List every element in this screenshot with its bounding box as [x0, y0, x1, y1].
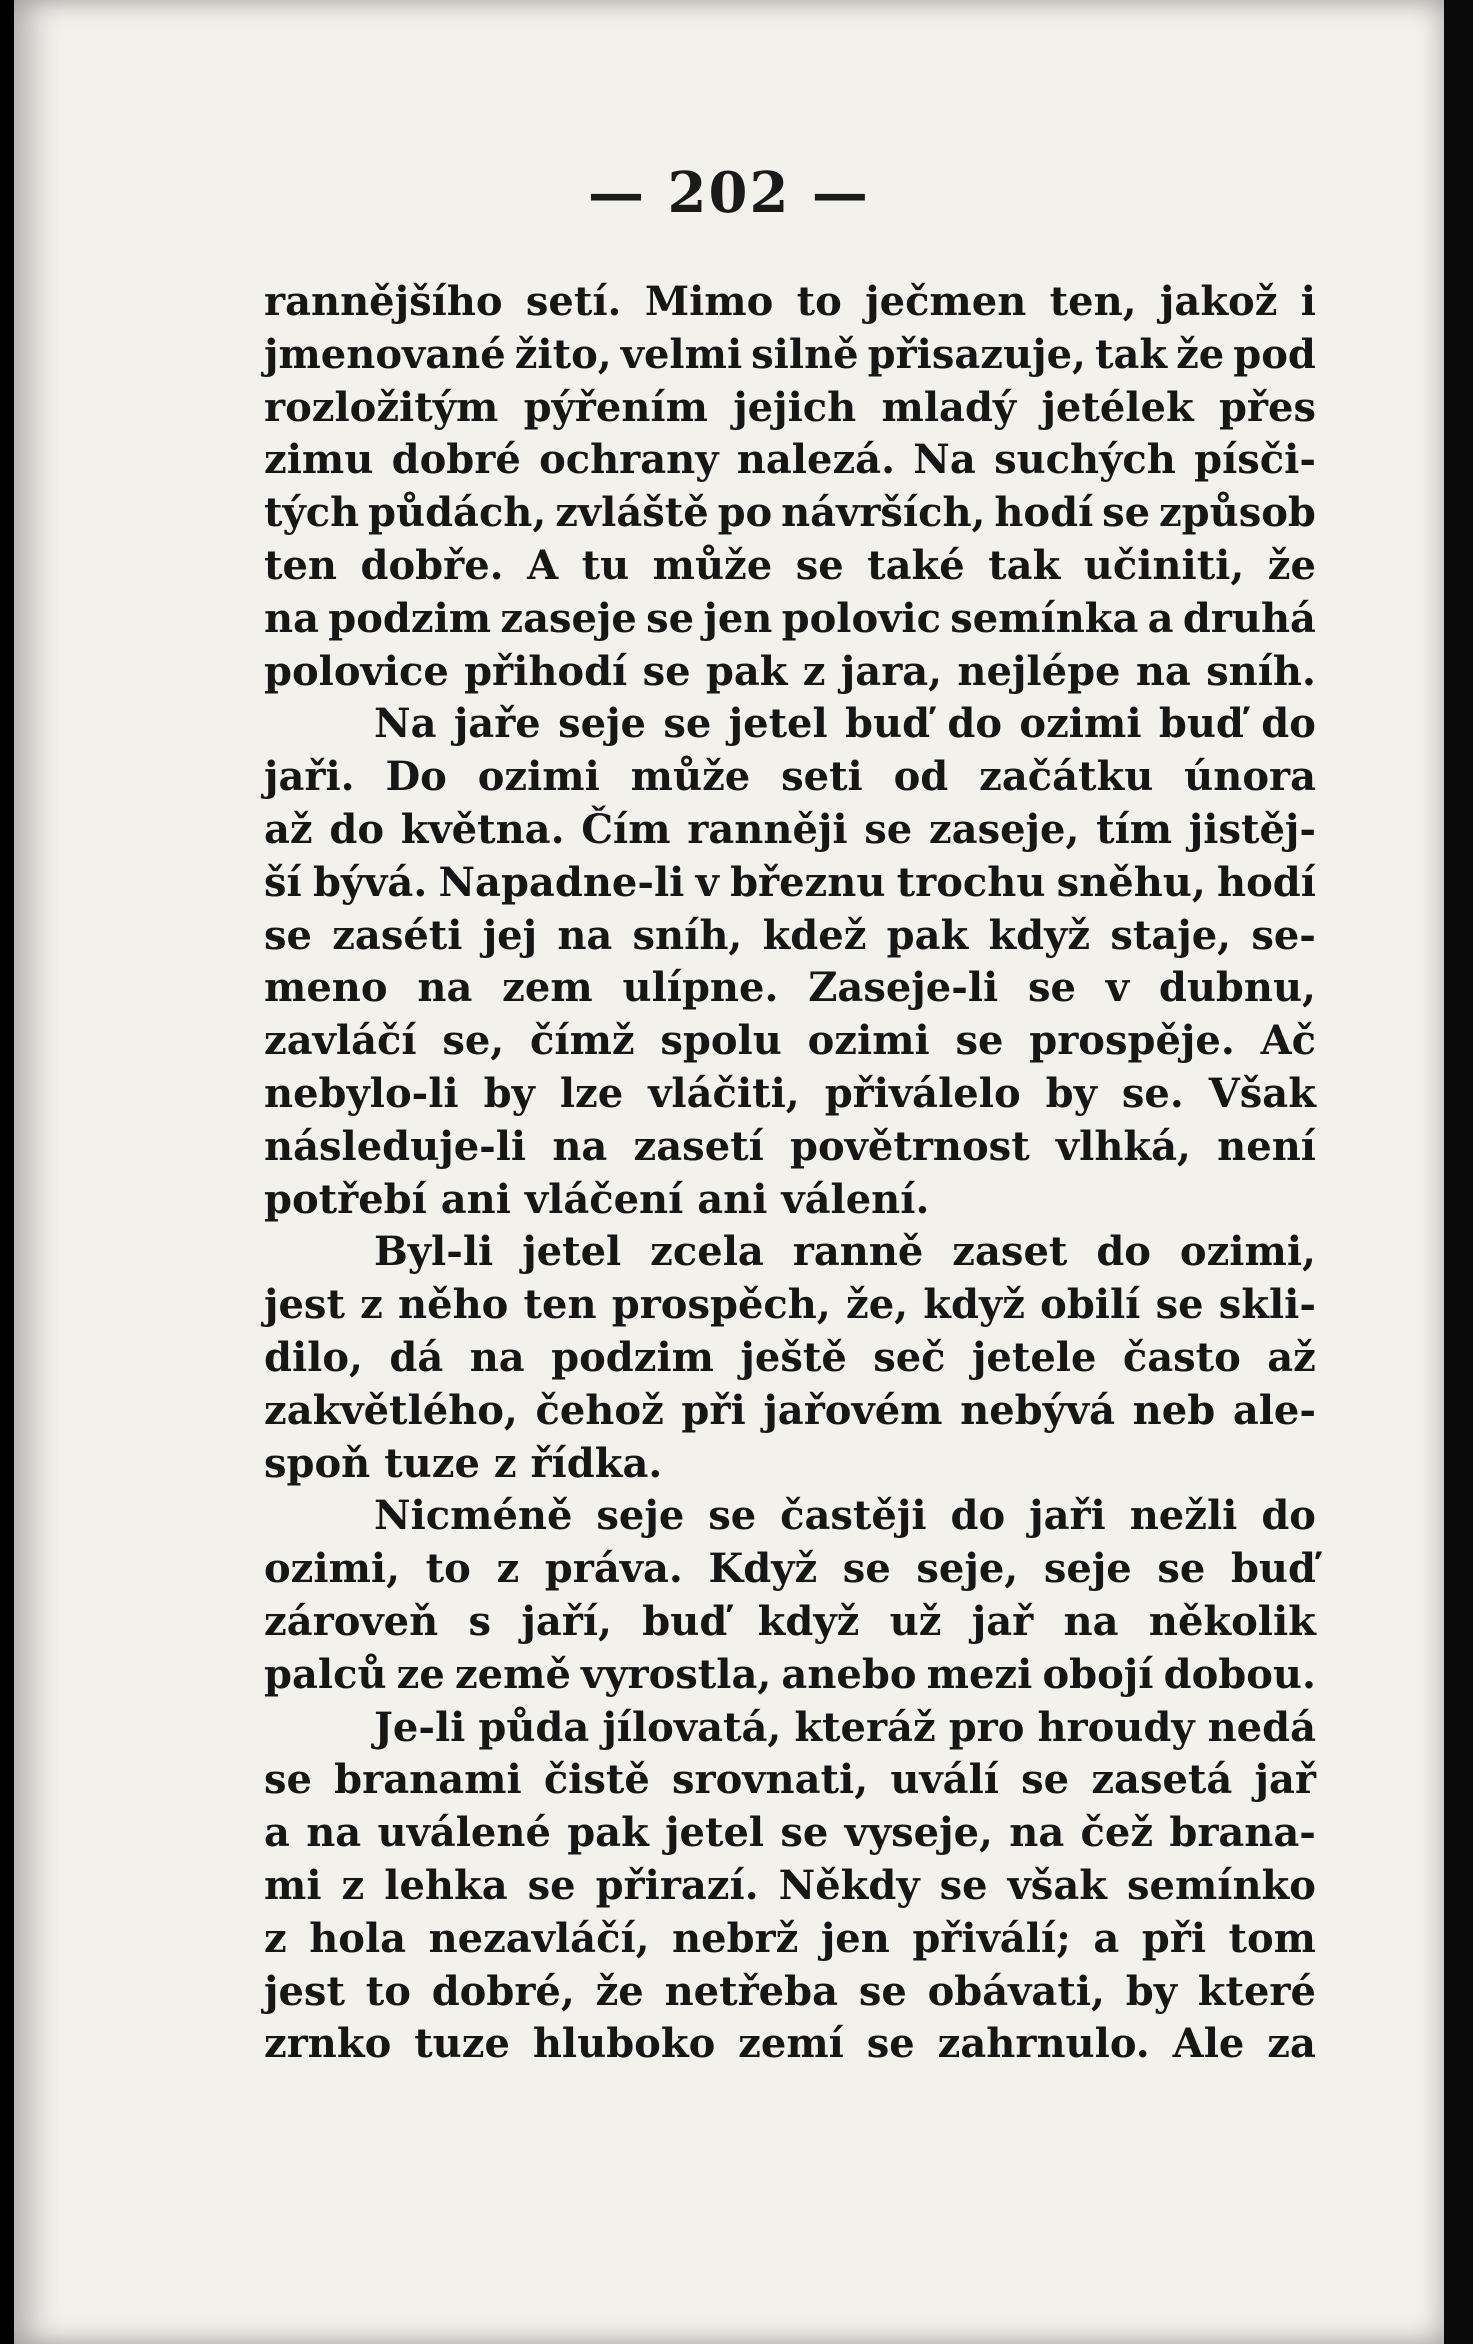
text-line: následuje-li na zasetí povětrnost vlhká, není — [264, 1122, 1316, 1170]
text-line: jest z něho ten prospěch, že, když obilí se skli- — [264, 1281, 1316, 1329]
text-line: jest to dobré, že netřeba se obávati, by které — [264, 1967, 1316, 2015]
text-line: palců ze země vyrostla, anebo mezi obojí dobou. — [264, 1650, 1316, 1698]
text-line: jaři. Do ozimi může seti od začátku února — [264, 753, 1316, 801]
page-number: — 202 — — [588, 160, 870, 226]
text-line: nebylo-li by lze vláčiti, přiválelo by se. Však — [264, 1069, 1316, 1117]
text-line: Na jaře seje se jetel buď do ozimi buď do — [374, 700, 1316, 748]
text-line: zrnko tuze hluboko zemí se zahrnulo. Ale za — [264, 2020, 1316, 2068]
text-line: mi z lehka se přirazí. Někdy se však semínko — [264, 1861, 1316, 1909]
text-line: meno na zem ulípne. Zaseje-li se v dubnu, — [264, 964, 1316, 1012]
text-line: potřebí ani vláčení ani válení. — [264, 1175, 930, 1223]
text-line: polovice přihodí se pak z jara, nejlépe na sníh. — [264, 647, 1316, 695]
text-line: tých půdách, zvláště po návrších, hodí se způsob — [264, 489, 1316, 537]
body-text — [264, 276, 1316, 2071]
text-line: dilo, dá na podzim ještě seč jetele často až — [264, 1333, 1316, 1381]
text-line: Byl-li jetel zcela ranně zaset do ozimi, — [374, 1228, 1316, 1276]
book-page — [14, 0, 1444, 2344]
text-line: se zaséti jej na sníh, kdež pak když staje, se- — [264, 911, 1316, 959]
text-line: zimu dobré ochrany nalezá. Na suchých písči- — [264, 436, 1316, 484]
text-line: až do května. Čím ranněji se zaseje, tím jistěj- — [264, 805, 1316, 853]
text-line: ozimi, to z práva. Když se seje, seje se buď — [264, 1545, 1316, 1593]
text-line: zakvětlého, čehož při jařovém nebývá neb ale- — [264, 1386, 1316, 1434]
text-line: spoň tuze z řídka. — [264, 1439, 663, 1487]
text-line: a na uválené pak jetel se vyseje, na čež brana- — [264, 1809, 1316, 1857]
text-line: ten dobře. A tu může se také tak učiniti, že — [264, 541, 1316, 589]
text-line: zároveň s jaří, buď když už jař na několik — [264, 1597, 1316, 1645]
text-line: se branami čistě srovnati, uválí se zasetá jař — [264, 1756, 1316, 1804]
text-line: na podzim zaseje se jen polovic semínka a druhá — [264, 594, 1316, 642]
text-line: Nicméně seje se častěji do jaři nežli do — [374, 1492, 1316, 1540]
text-line: rozložitým pýřením jejich mladý jetélek přes — [264, 383, 1316, 431]
text-line: z hola nezavláčí, nebrž jen přiválí; a při tom — [264, 1914, 1316, 1962]
text-line: jmenované žito, velmi silně přisazuje, tak že pod — [264, 330, 1316, 378]
text-line: Je-li půda jílovatá, kteráž pro hroudy nedá — [374, 1703, 1316, 1751]
text-line: zavláčí se, čímž spolu ozimi se prospěje. Ač — [264, 1017, 1316, 1065]
scan-border — [1444, 0, 1473, 2344]
text-line: ší bývá. Napadne-li v březnu trochu sněhu, hodí — [264, 858, 1316, 906]
text-line: rannějšího setí. Mimo to ječmen ten, jakož i — [264, 278, 1316, 325]
